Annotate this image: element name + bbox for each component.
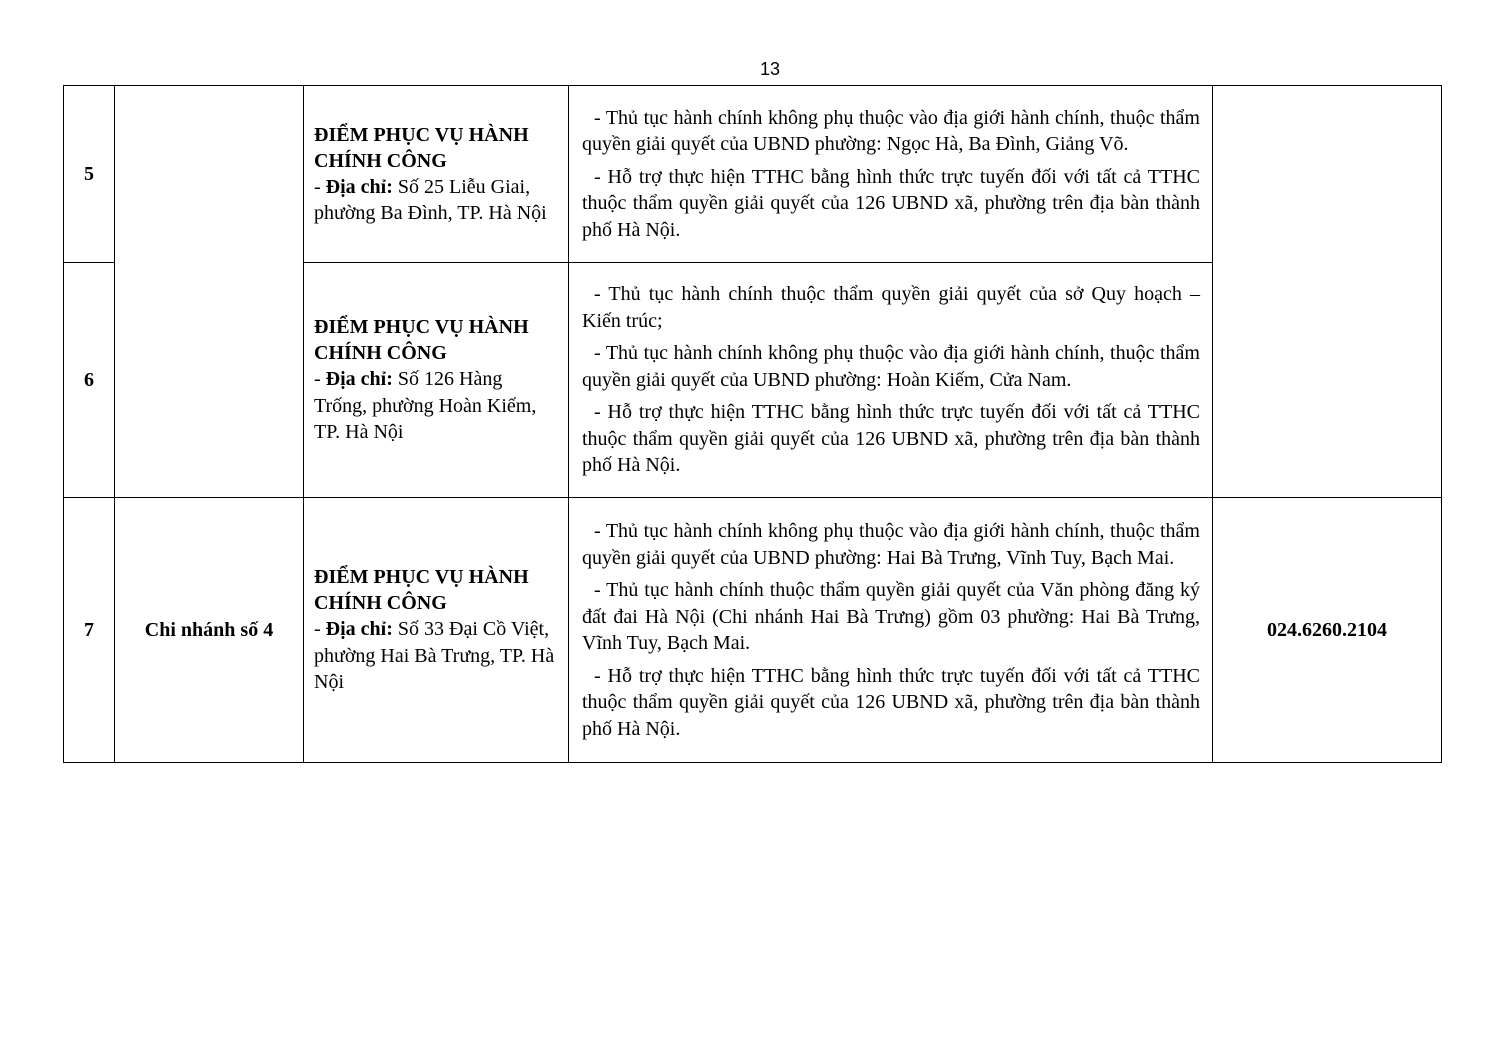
service-point-cell bbox=[304, 263, 569, 498]
scope-item: - Thủ tục hành chính thuộc thẩm quyền giải quyết của sở Quy hoạch – Kiến trúc; bbox=[582, 283, 1200, 332]
branch-name: Chi nhánh số 4 bbox=[115, 498, 304, 763]
row-number: 6 bbox=[64, 263, 115, 498]
scope-item: - Hỗ trợ thực hiện TTHC bằng hình thức trực tuyến đối với tất cả TTHC thuộc thẩm quyền giải quyết của 126 UBND xã, phường trên địa bàn thành phố Hà Nội. bbox=[582, 401, 1200, 477]
address-label: Địa chỉ: bbox=[325, 618, 393, 641]
service-point-address bbox=[314, 174, 558, 227]
address-prefix: - bbox=[314, 368, 326, 391]
scope-item: - Hỗ trợ thực hiện TTHC bằng hình thức trực tuyến đối với tất cả TTHC thuộc thẩm quyền giải quyết của 126 UBND xã, phường trên địa bàn thành phố Hà Nội. bbox=[582, 165, 1200, 241]
address-prefix: - bbox=[314, 175, 326, 198]
service-point-title: ĐIỂM PHỤC VỤ HÀNH CHÍNH CÔNG bbox=[314, 566, 529, 615]
phone-number: 024.6260.2104 bbox=[1213, 498, 1442, 763]
address-label: Địa chỉ: bbox=[325, 368, 393, 391]
scope-item: - Thủ tục hành chính thuộc thẩm quyền giải quyết của Văn phòng đăng ký đất đai Hà Nội (Chi nhánh Hai Bà Trưng) gồm 03 phường: Hai Bà Trưng, Vĩnh Tuy, Bạch Mai. bbox=[582, 579, 1200, 654]
service-points-table bbox=[63, 85, 1442, 763]
address-text: Số 25 Liễu Giai, phường Ba Đình, TP. Hà Nội bbox=[314, 175, 547, 224]
scope-cell bbox=[569, 263, 1213, 498]
scope-item: - Thủ tục hành chính không phụ thuộc vào địa giới hành chính, thuộc thẩm quyền giải quyết của UBND phường: Hoàn Kiếm, Cửa Nam. bbox=[582, 342, 1200, 391]
service-point-address bbox=[314, 366, 558, 446]
address-text: Số 33 Đại Cồ Việt, phường Hai Bà Trưng, TP. Hà Nội bbox=[314, 618, 555, 694]
page-number: 13 bbox=[759, 59, 781, 79]
scope-item: - Thủ tục hành chính không phụ thuộc vào địa giới hành chính, thuộc thẩm quyền giải quyết của UBND phường: Ngọc Hà, Ba Đình, Giảng Võ. bbox=[582, 106, 1200, 156]
service-point-title: ĐIỂM PHỤC VỤ HÀNH CHÍNH CÔNG bbox=[314, 123, 529, 172]
row-number: 7 bbox=[64, 498, 115, 763]
scope-item: - Thủ tục hành chính không phụ thuộc vào địa giới hành chính, thuộc thẩm quyền giải quyết của UBND phường: Hai Bà Trưng, Vĩnh Tuy, Bạch Mai. bbox=[582, 520, 1200, 569]
service-point-cell bbox=[304, 498, 569, 763]
address-prefix: - bbox=[314, 618, 326, 641]
address-label: Địa chỉ: bbox=[325, 175, 393, 198]
branch-cell-empty bbox=[115, 86, 304, 498]
service-point-address bbox=[314, 616, 558, 696]
phone-cell-empty bbox=[1213, 86, 1442, 498]
address-text: Số 126 Hàng Trống, phường Hoàn Kiếm, TP. Hà Nội bbox=[314, 368, 537, 444]
service-point-title: ĐIỂM PHỤC VỤ HÀNH CHÍNH CÔNG bbox=[314, 316, 529, 365]
table-row bbox=[64, 498, 1442, 763]
row-number: 5 bbox=[64, 86, 115, 263]
scope-item: - Hỗ trợ thực hiện TTHC bằng hình thức trực tuyến đối với tất cả TTHC thuộc thẩm quyền giải quyết của 126 UBND xã, phường trên địa bàn thành phố Hà Nội. bbox=[582, 664, 1200, 740]
scope-cell bbox=[569, 86, 1213, 263]
scope-cell bbox=[569, 498, 1213, 763]
table-row bbox=[64, 86, 1442, 263]
service-point-cell bbox=[304, 86, 569, 263]
